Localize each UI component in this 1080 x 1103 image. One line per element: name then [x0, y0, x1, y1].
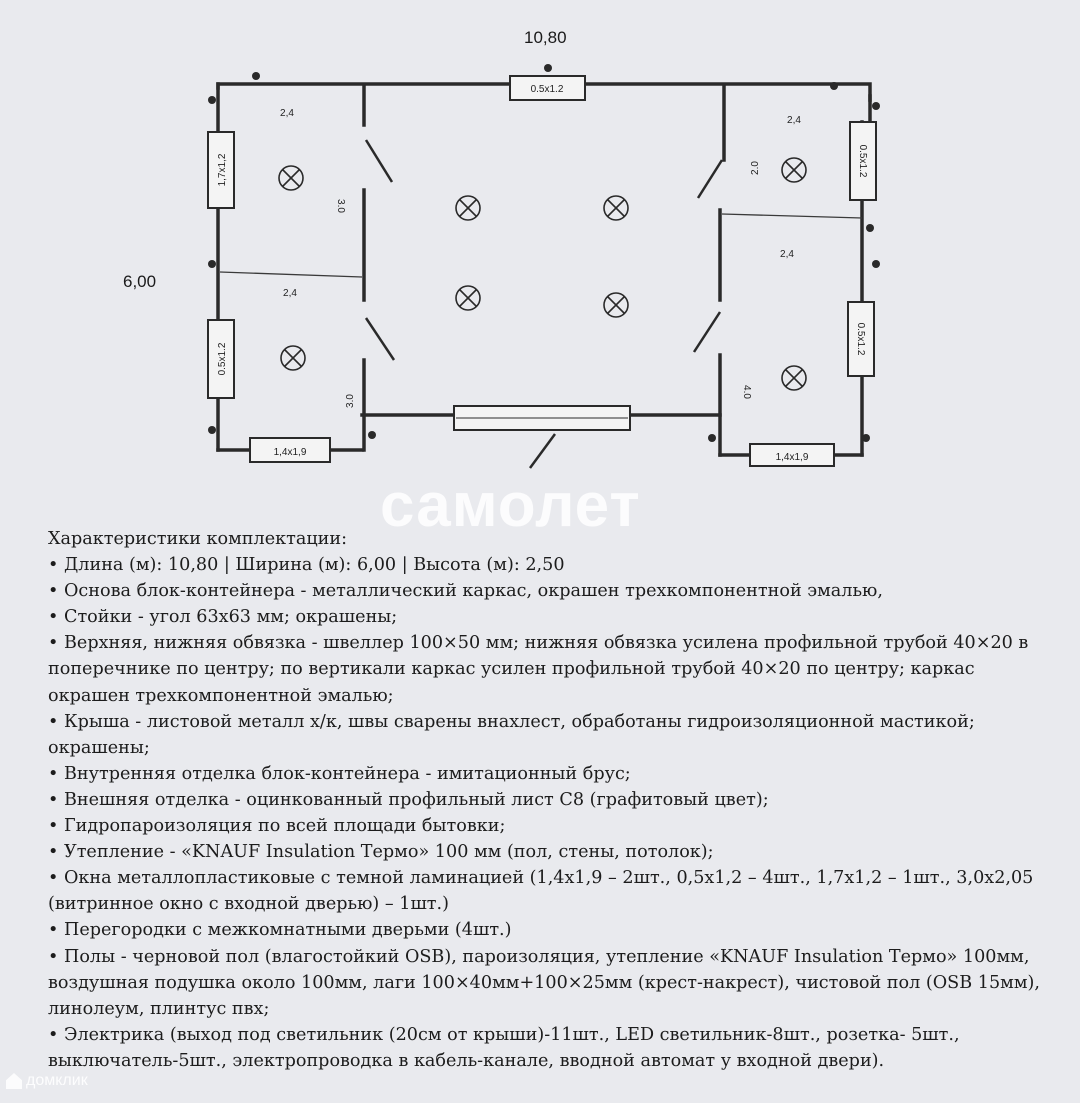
light-fixture-icon [456, 286, 480, 310]
width-dimension: 6,00 [123, 272, 157, 291]
room-divider-right [722, 214, 862, 218]
list-item: • Окна металлопластиковые с темной ламинацией (1,4х1,9 – 2шт., 0,5х1,2 – 4шт., 1,7х1,2 – 1шт., 3,0х2,05 (витринное окно с входной дверью) – 1шт.) [48, 865, 1048, 917]
partition-label-left-lower: 3.0 [345, 394, 356, 408]
socket-icon [252, 72, 260, 80]
list-item: • Утепление - «KNAUF Insulation Термо» 100 мм (пол, стены, потолок); [48, 839, 1048, 865]
entrance-door [530, 434, 555, 468]
list-item: • Верхняя, нижняя обвязка - швеллер 100×50 мм; нижняя обвязка усилена профильной трубой 40×20 в поперечнике по центру; по вертикали каркас усилен профильной трубой 40×20 по центру; каркас окрашен трехкомпонентной эмалью; [48, 630, 1048, 708]
window-left-upper-label: 1,7x1,2 [217, 153, 228, 187]
room-top-left-label: 2,4 [280, 108, 294, 119]
specs-title: Характеристики комплектации: [48, 529, 348, 549]
socket-icon [872, 102, 880, 110]
door-right-lower [694, 312, 720, 352]
socket-icon [866, 224, 874, 232]
light-fixture-icon [604, 196, 628, 220]
house-icon [6, 1073, 22, 1089]
window-bottom-left-label: 1,4x1,9 [273, 447, 307, 458]
list-item: • Перегородки с межкомнатными дверьми (4шт.) [48, 917, 1048, 943]
length-dimension: 10,80 [524, 28, 567, 47]
window-right-upper-label: 0.5x1.2 [857, 144, 868, 178]
floor-plan [0, 0, 1080, 480]
socket-icon [208, 426, 216, 434]
partition-label-left: 3.0 [335, 199, 346, 213]
list-item: • Внешняя отделка - оцинкованный профильный лист С8 (графитовый цвет); [48, 787, 1048, 813]
room-bottom-left-label: 2,4 [283, 288, 297, 299]
list-item: • Длина (м): 10,80 | Ширина (м): 6,00 | Высота (м): 2,50 [48, 552, 1048, 578]
light-fixture-icon [604, 293, 628, 317]
watermark-logo: самолет [380, 471, 641, 540]
socket-icon [708, 434, 716, 442]
room-bottom-right-label: 2,4 [780, 249, 794, 260]
list-item: • Крыша - листовой металл х/к, швы сварены внахлест, обработаны гидроизоляционной мастикой; окрашены; [48, 709, 1048, 761]
light-fixture-icon [456, 196, 480, 220]
brand-label: домклик [26, 1072, 88, 1089]
window-right-lower-label: 0.5x1.2 [855, 322, 866, 356]
socket-icon [208, 96, 216, 104]
window-bottom-right-label: 1,4x1,9 [775, 452, 809, 463]
light-fixture-icon [281, 346, 305, 370]
list-item: • Внутренняя отделка блок-контейнера - имитационный брус; [48, 761, 1048, 787]
door-right-upper [698, 160, 722, 198]
light-fixture-icon [782, 366, 806, 390]
socket-icon [830, 82, 838, 90]
light-fixture-icon [279, 166, 303, 190]
specifications [48, 526, 1048, 1074]
door-left-upper [366, 140, 392, 182]
list-item: • Стойки - угол 63х63 мм; окрашены; [48, 604, 1048, 630]
light-fixture-icon [782, 158, 806, 182]
list-item: • Электрика (выход под светильник (20см от крыши)-11шт., LED светильник-8шт., розетка- 5шт., выключатель-5шт., электропроводка в кабель-канале, вводной автомат у входной двери). [48, 1022, 1048, 1074]
socket-icon [208, 260, 216, 268]
brand-watermark [6, 1072, 88, 1090]
room-divider-left [220, 272, 362, 277]
room-top-right-label: 2,4 [787, 115, 801, 126]
socket-icon [544, 64, 552, 72]
list-item: • Гидропароизоляция по всей площади бытовки; [48, 813, 1048, 839]
specs-list [48, 552, 1048, 1074]
socket-icon [368, 431, 376, 439]
partition-label-right-lower: 4.0 [741, 385, 752, 399]
window-left-lower-label: 0.5x1.2 [217, 342, 228, 376]
partition-label-right-upper: 2.0 [750, 161, 761, 175]
door-left-lower [366, 318, 394, 360]
socket-icon [872, 260, 880, 268]
window-top-label: 0.5x1.2 [530, 84, 564, 95]
list-item: • Полы - черновой пол (влагостойкий OSB), пароизоляция, утепление «KNAUF Insulation Термо» 100мм, воздушная подушка около 100мм, лаги 100×40мм+100×25мм (крест-накрест), чистовой пол (OSB 15мм), линолеум, плинтус пвх; [48, 944, 1048, 1022]
socket-icon [862, 434, 870, 442]
list-item: • Основа блок-контейнера - металлический каркас, окрашен трехкомпонентной эмалью, [48, 578, 1048, 604]
